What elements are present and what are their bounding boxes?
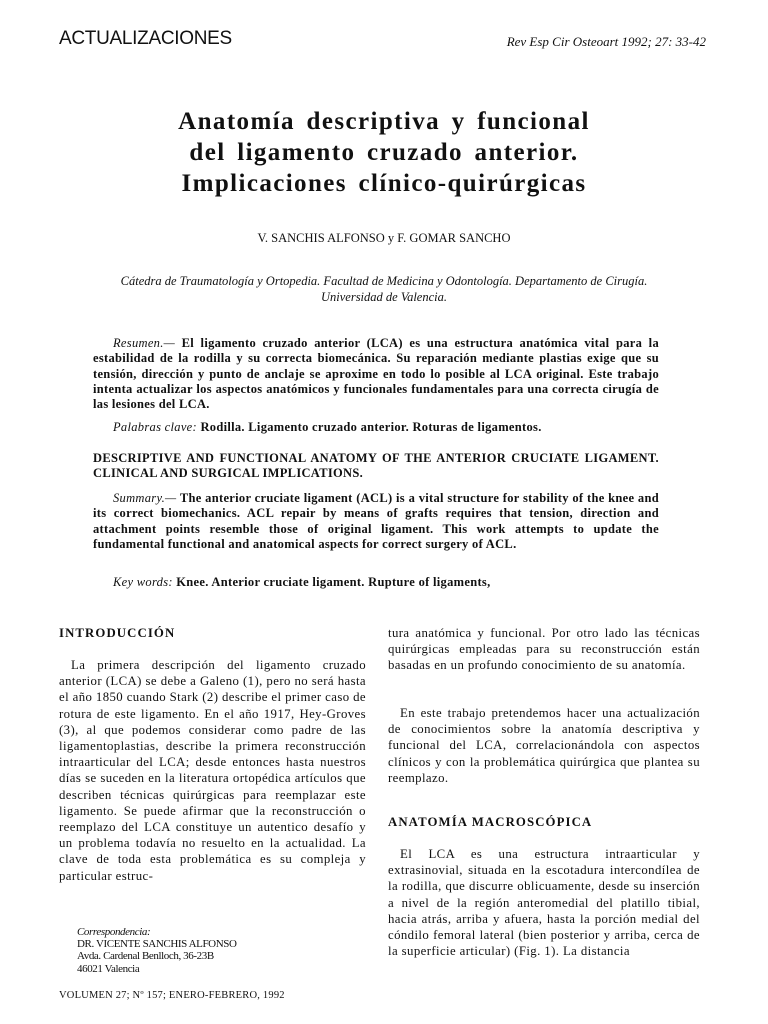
summary-paragraph <box>93 491 659 552</box>
resumen-paragraph <box>93 336 659 412</box>
palabras-text: Rodilla. Ligamento cruzado anterior. Roturas de ligamentos. <box>200 420 542 434</box>
intro-paragraph: La primera descripción del ligamento cruzado anterior (LCA) se debe a Galeno (1), pero no será hasta el año 1850 cuando Stark (2) describe el primer caso de rotura de este ligamento. En el año 1917, Hey-Groves (3), al que podemos considerar como padre de las ligamentoplastias, describe la primera reconstrucción intraarticular del LCA; desde entonces hasta nuestros días se suceden en la literatura ortopédica artículos que describen técnicas quirúrgicas para reemplazar este ligamento. Se puede afirmar que la reconstrucción o reemplazo del LCA constituye un autentico desafío y un problema todavía no resuelto en la actualidad. La clave de toda esta problemática es su compleja y particular estruc- <box>59 658 366 883</box>
right-paragraph-1: tura anatómica y funcional. Por otro lado las técnicas quirúrgicas empleadas para su reconstrucción están basadas en un profundo conocimiento de su anatomía. <box>388 626 700 673</box>
resumen-text: El ligamento cruzado anterior (LCA) es una estructura anatómica vital para la estabilidad de la rodilla y su correcta biomecánica. Su reparación mediante plastias exige que su tensión, dirección y punto de anclaje se aproxime en todo lo posible al LCA original. Este trabajo intenta actualizar los aspectos anatómicos y funcionales fundamentales para una correcta cirugía de las lesiones del LCA. <box>93 336 659 412</box>
correspondence-city: 46021 Valencia <box>77 962 140 975</box>
palabras-label: Palabras clave: <box>113 420 197 434</box>
issue-footer: VOLUMEN 27; Nº 157; ENERO-FEBRERO, 1992 <box>59 990 285 1001</box>
section-heading-anatomia: ANATOMÍA MACROSCÓPICA <box>388 815 593 829</box>
authors: V. SANCHIS ALFONSO y F. GOMAR SANCHO <box>257 231 511 245</box>
title-line: Anatomía descriptiva y funcional <box>178 108 590 135</box>
correspondence <box>77 926 237 975</box>
summary-text: The anterior cruciate ligament (ACL) is a vital structure for stability of the knee and its correct biomechanics. ACL repair by means of grafts requires that tension, direction and attachment points resemble those of original ligament. This work attempts to update the fundamental functional and anatomical aspects for correct surgery of ACL. <box>93 491 659 551</box>
correspondence-label: Correspondencia: <box>77 926 151 938</box>
resumen-label: Resumen.— <box>113 336 176 350</box>
journal-reference: Rev Esp Cir Osteoart 1992; 27: 33-42 <box>506 34 706 49</box>
title-line: Implicaciones clínico-quirúrgicas <box>181 170 587 197</box>
correspondence-name: DR. VICENTE SANCHIS ALFONSO <box>77 938 237 951</box>
affiliation <box>60 273 708 305</box>
title-line: del ligamento cruzado anterior. <box>189 139 579 166</box>
summary-label: Summary.— <box>113 491 177 505</box>
affiliation-line: Cátedra de Traumatología y Ortopedia. Facultad de Medicina y Odontología. Departamento de Cirugía. <box>120 274 648 288</box>
article-title <box>0 106 768 199</box>
section-heading-introduccion: INTRODUCCIÓN <box>59 626 176 640</box>
palabras-clave <box>93 420 659 435</box>
keywords-label: Key words: <box>113 575 173 589</box>
section-label: ACTUALIZACIONES <box>59 28 232 49</box>
anatomy-paragraph: El LCA es una estructura intraarticular y extrasinovial, situada en la escotadura intercondílea de la rodilla, que discurre oblicuamente, desde su inserción a nivel de la región anteromedial del platillo tibial, hacia atrás, arriba y afuera, hasta la porción medial del cóndilo femoral lateral (bien posterior y arriba, cerca de la superficie articular) (Fig. 1). La distancia <box>388 847 700 959</box>
keywords-text: Knee. Anterior cruciate ligament. Rupture of ligaments, <box>176 575 491 589</box>
right-paragraph-2: En este trabajo pretendemos hacer una actualización de conocimientos sobre la anatomía descriptiva y funcional del LCA, correlacionándola con aspectos clínicos y con la problemática quirúrgica que plantea su reemplazo. <box>388 706 700 785</box>
english-title: DESCRIPTIVE AND FUNCTIONAL ANATOMY OF THE ANTERIOR CRUCIATE LIGAMENT. CLINICAL AND SURGICAL IMPLICATIONS. <box>93 451 659 481</box>
correspondence-address: Avda. Cardenal Benlloch, 36-23B <box>77 950 214 963</box>
key-words <box>93 575 659 590</box>
affiliation-line: Universidad de Valencia. <box>320 290 447 304</box>
